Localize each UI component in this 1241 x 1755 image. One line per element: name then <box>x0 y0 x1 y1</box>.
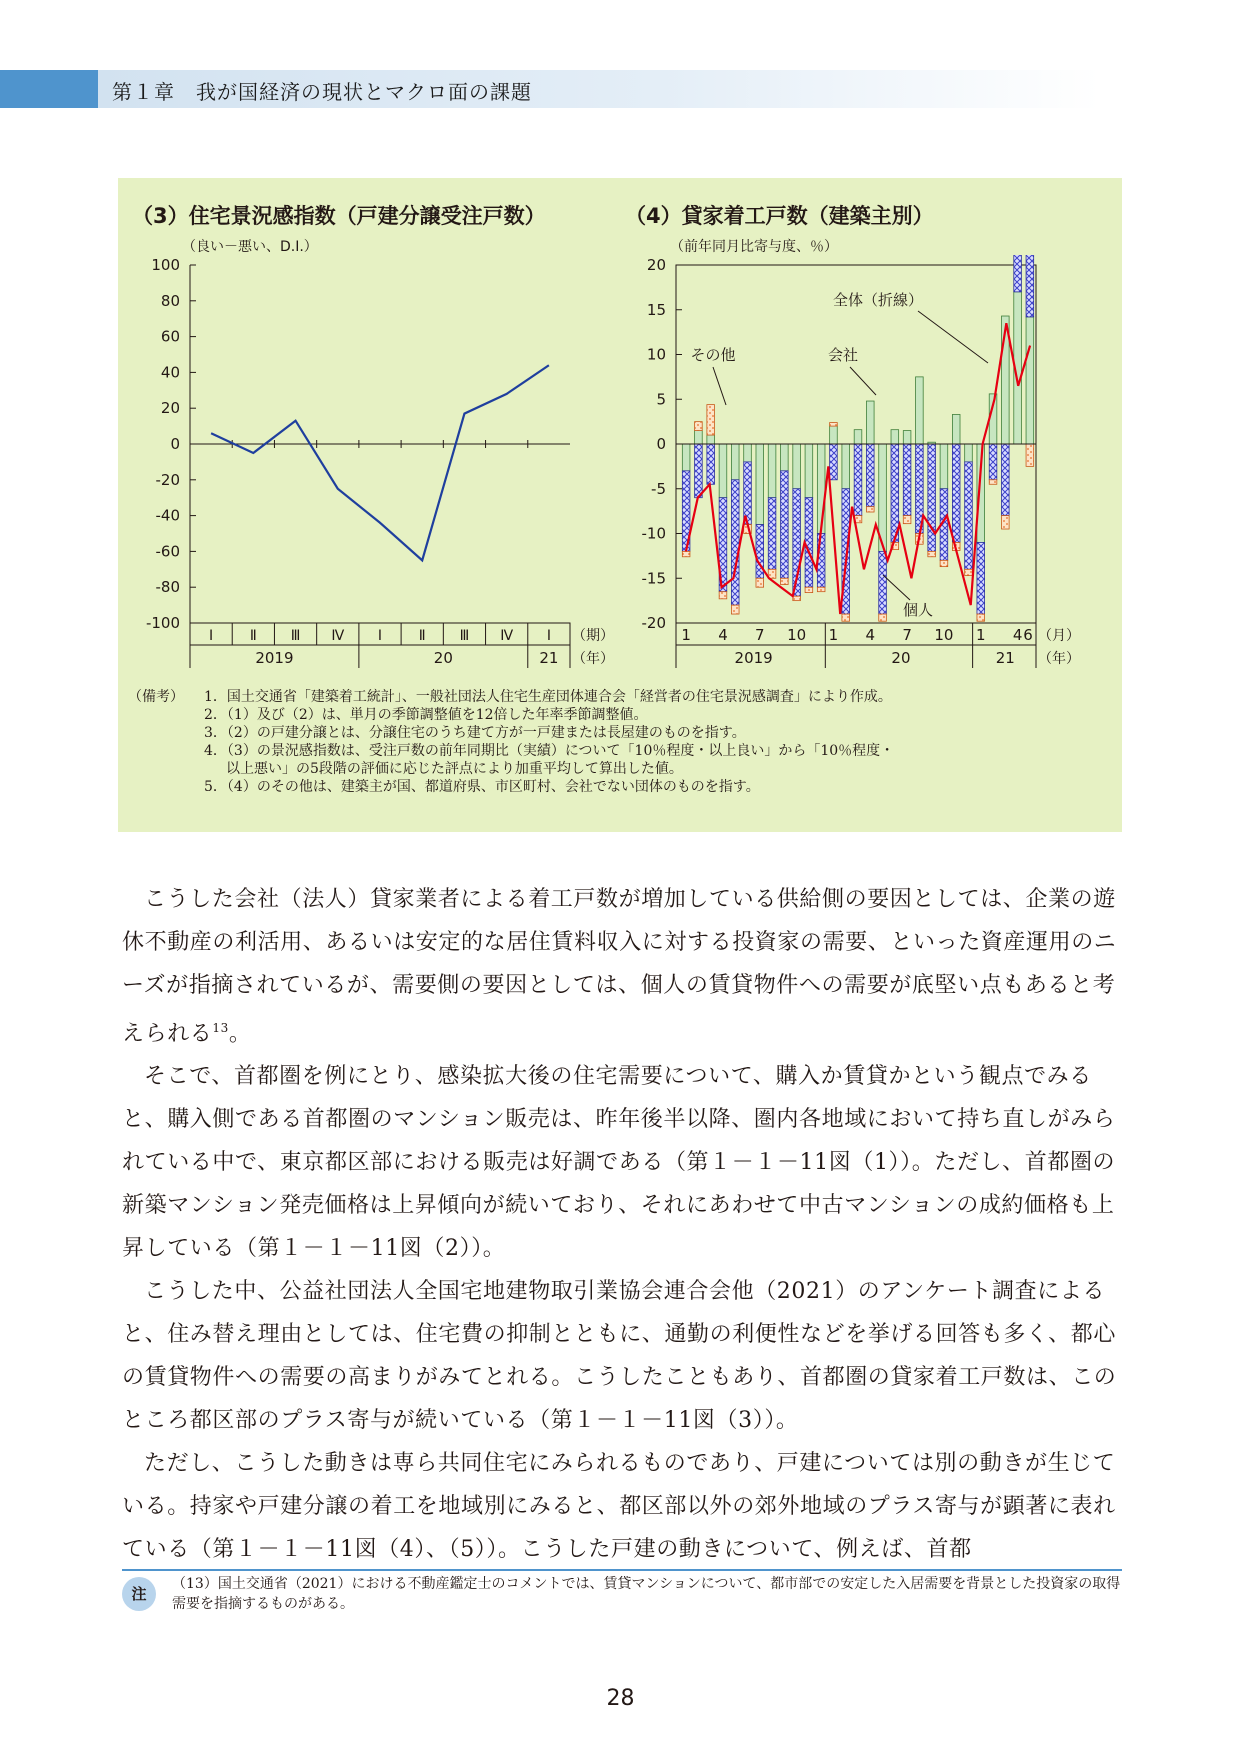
bar-company <box>793 444 801 489</box>
y-tick-label: 60 <box>160 327 180 346</box>
bar-individual <box>830 444 838 480</box>
bar-company <box>781 444 789 471</box>
bar-other <box>817 587 825 591</box>
year-label: 2019 <box>255 649 294 667</box>
y-tick-label: 20 <box>646 256 666 274</box>
bar-other <box>977 614 985 621</box>
annotation-total: 全体（折線） <box>832 291 924 309</box>
x-tick-label: 4 <box>865 626 876 644</box>
y-tick-label: 100 <box>151 256 180 274</box>
bar-other <box>719 592 727 599</box>
footnote-ref[interactable]: 13 <box>212 1021 229 1035</box>
bar-other <box>842 614 850 621</box>
header-tab <box>0 70 98 108</box>
x-tick-label: Ⅳ <box>331 628 345 644</box>
annotation-individual: 個人 <box>902 601 934 619</box>
bar-other <box>707 405 715 435</box>
annotation-company: 会社 <box>827 346 859 364</box>
paragraph: ただし、こうした動きは専ら共同住宅にみられるものであり、戸建については別の動きが生じている。持家や戸建分譲の着工を地域別にみると、都区部以外の郊外地域のプラス寄与が顕著に表れている（第１－１－11図（4）、（5））。こうした戸建の動きについて、例えば、首都 <box>122 1451 1116 1563</box>
y-tick-label: 20 <box>160 399 180 418</box>
bar-company <box>1026 317 1034 444</box>
chart-rental-starts <box>618 255 1122 685</box>
x-tick-label: 7 <box>755 626 765 644</box>
y-tick-label: 80 <box>160 291 180 310</box>
annotation-leader <box>850 367 876 395</box>
annotation-other: その他 <box>690 346 736 364</box>
bar-individual <box>1002 444 1010 516</box>
y-tick-label: 0 <box>170 435 180 453</box>
bar-individual <box>731 480 739 605</box>
panel4-unit: （前年同月比寄与度、％） <box>670 239 838 255</box>
notes-head: （備考） <box>128 689 184 705</box>
x-suffix: （期） <box>572 628 614 644</box>
bar-other <box>1026 444 1034 466</box>
chart-housing-sentiment <box>118 255 618 685</box>
y-tick-label: -100 <box>145 614 180 632</box>
x-tick-label: Ⅳ <box>500 628 514 644</box>
bar-other <box>682 551 690 556</box>
year-label: 2019 <box>734 649 773 667</box>
x-tick-label: 1 <box>975 626 986 644</box>
bar-individual <box>768 498 776 570</box>
bar-company <box>695 431 703 444</box>
bar-company <box>891 430 899 444</box>
page-number: 28 <box>606 1686 635 1711</box>
x-tick-label: 1 <box>828 626 839 644</box>
y-tick-label: -20 <box>641 614 666 632</box>
bar-other <box>731 605 739 614</box>
footnote-badge: 注 <box>122 1577 156 1611</box>
panel3-title: （3）住宅景況感指数（戸建分譲受注戸数） <box>132 204 546 228</box>
y-tick-label: -20 <box>155 470 180 489</box>
y-tick-label: -15 <box>641 569 666 588</box>
bar-individual <box>928 444 936 551</box>
note-item: 1．国土交通省「建築着工統計」、一般社団法人住宅生産団体連合会「経営者の住宅景況感調査」により作成。 <box>204 689 892 705</box>
x-tick-label: Ⅱ <box>418 628 426 644</box>
bar-company <box>854 430 862 444</box>
annotation-leader <box>918 311 988 363</box>
bar-company <box>965 444 973 462</box>
bar-individual <box>989 444 997 480</box>
y-tick-label: -5 <box>651 479 666 498</box>
bar-other <box>695 422 703 431</box>
bar-other <box>830 423 838 427</box>
panel3-unit: （良い－悪い、D.I.） <box>182 239 318 255</box>
bar-other <box>989 480 997 484</box>
bar-individual <box>965 462 973 569</box>
bar-company <box>842 444 850 489</box>
note-item: 3．（2）の戸建分譲とは、分譲住宅のうち建て方が一戸建または長屋建のものを指す。 <box>204 725 746 741</box>
bar-company <box>830 426 838 444</box>
year-label: 21 <box>995 649 1015 667</box>
x-tick-label: 1 <box>681 626 691 644</box>
year-label: 20 <box>891 649 911 667</box>
bar-company <box>744 444 752 462</box>
note-item: 4．（3）の景況感指数は、受注戸数の前年同期比（実績）について「10％程度・以上良い」から「10％程度・ <box>204 743 895 759</box>
figure-notes <box>128 688 895 796</box>
annotation-leader <box>713 367 726 405</box>
bar-company <box>916 377 924 444</box>
x-tick-label: Ⅲ <box>459 628 470 644</box>
x-tick-label: 10 <box>787 626 807 644</box>
footnote-divider <box>122 1569 1122 1571</box>
x-tick-label: 4 <box>718 626 728 644</box>
bar-other <box>940 560 948 566</box>
bar-company <box>719 444 727 498</box>
chapter-title: 第１章 我が国経済の現状とマクロ面の課題 <box>112 80 532 104</box>
year-label: 21 <box>539 649 559 667</box>
bar-individual <box>805 498 813 588</box>
bar-individual <box>1014 255 1022 292</box>
panel4-title: （4）貸家着工戸数（建築主別） <box>625 204 934 228</box>
bar-individual <box>781 471 789 578</box>
bar-other <box>1002 516 1010 529</box>
bar-company <box>768 444 776 498</box>
bar-individual <box>854 444 862 516</box>
bar-other <box>866 507 874 512</box>
bar-company <box>866 401 874 444</box>
y-tick-label: -60 <box>155 542 180 561</box>
y-tick-label: 5 <box>656 390 666 409</box>
bar-other <box>965 569 973 575</box>
bar-company <box>731 444 739 480</box>
bar-company <box>952 414 960 444</box>
bar-individual <box>952 444 960 542</box>
bar-other <box>879 614 887 621</box>
note-item: 以上悪い」の5段階の評価に応じた評点により加重平均して算出した値。 <box>226 761 683 777</box>
x-tick-label: 7 <box>902 626 912 644</box>
paragraph-end: 。 <box>228 1021 252 1047</box>
bar-individual <box>879 551 887 614</box>
bar-other <box>793 596 801 600</box>
y-tick-label: 10 <box>646 345 666 364</box>
note-item: 5．（4）のその他は、建築主が国、都道府県、市区町村、会社でない団体のものを指す。 <box>204 779 760 795</box>
bar-individual <box>866 444 874 507</box>
x-tick-label: Ⅱ <box>249 628 257 644</box>
year-label: 20 <box>433 649 453 667</box>
y-tick-label: -40 <box>155 506 180 525</box>
sentiment-line <box>211 365 549 560</box>
bar-company <box>903 431 911 444</box>
footnote-text: （13）国土交通省（2021）における不動産鑑定士のコメントでは、賃貸マンションについて、都市部での安定した入居需要を背景とした投資家の取得需要を指摘するものがある。 <box>172 1576 1121 1612</box>
bar-individual <box>1026 255 1034 317</box>
bar-individual <box>695 444 703 498</box>
bar-individual <box>744 462 752 525</box>
body-text <box>122 878 1122 1571</box>
year-suffix: （年） <box>1038 651 1080 667</box>
paragraph-text: こうした会社（法人）貸家業者による着工戸数が増加している供給側の要因としては、企業の遊休不動産の利活用、あるいは安定的な居住賃料収入に対する投資家の需要、といった資産運用のニーズが指摘されているが、需要側の要因としては、個人の賃貸物件への需要が底堅い点もあると考えられる <box>122 887 1117 1047</box>
bar-other <box>928 551 936 556</box>
bar-other <box>756 578 764 587</box>
bar-individual <box>707 444 715 484</box>
bar-other <box>805 587 813 592</box>
annotation-leader <box>883 575 910 600</box>
y-tick-label: 15 <box>646 300 666 319</box>
x-suffix: （月） <box>1038 628 1080 644</box>
x-tick-label: 4 <box>1012 626 1023 644</box>
x-tick-label: 10 <box>934 626 954 644</box>
bar-individual <box>903 444 911 516</box>
x-tick-label: Ⅰ <box>377 628 383 644</box>
y-tick-label: 0 <box>656 435 666 453</box>
paragraph: こうした中、公益社団法人全国宅地建物取引業協会連合会他（2021）のアンケート調査によると、住み替え理由としては、住宅費の抑制とともに、通勤の利便性などを挙げる回答も多く、都心の賃貸物件への需要の高まりがみてとれる。こうしたこともあり、首都圏の貸家着工戸数は、このところ都区部のプラス寄与が続いている（第１－１－11図（3））。 <box>122 1279 1117 1434</box>
bar-other <box>903 516 911 524</box>
x-tick-label: 6 <box>1023 626 1033 644</box>
x-tick-label: Ⅰ <box>546 628 551 644</box>
y-tick-label: 40 <box>160 363 180 382</box>
y-tick-label: -80 <box>155 578 180 597</box>
x-tick-label: Ⅲ <box>290 628 301 644</box>
y-tick-label: -10 <box>641 524 666 543</box>
bar-other <box>781 578 789 584</box>
note-item: 2．（1）及び（2）は、単月の季節調整値を12倍した年率季節調整値。 <box>204 707 648 723</box>
bar-company <box>940 444 948 489</box>
bar-individual <box>977 542 985 614</box>
bar-company <box>805 444 813 498</box>
x-tick-label: Ⅰ <box>209 628 214 644</box>
paragraph <box>122 878 1122 1055</box>
bar-company <box>682 444 690 471</box>
paragraph: そこで、首都圏を例にとり、感染拡大後の住宅需要について、購入か賃貸かという観点でみると、購入側である首都圏のマンション販売は、昨年後半以降、圏内各地域において持ち直しがみられている中で、東京都区部における販売は好調である（第１－１－11図（1））。ただし、首都圏の新築マンション発売価格は上昇傾向が続いており、それにあわせて中古マンションの成約価格も上昇している（第１－１－11図（2））。 <box>122 1064 1116 1262</box>
year-suffix: （年） <box>572 651 614 667</box>
bar-company <box>707 435 715 444</box>
bar-company <box>756 444 764 525</box>
